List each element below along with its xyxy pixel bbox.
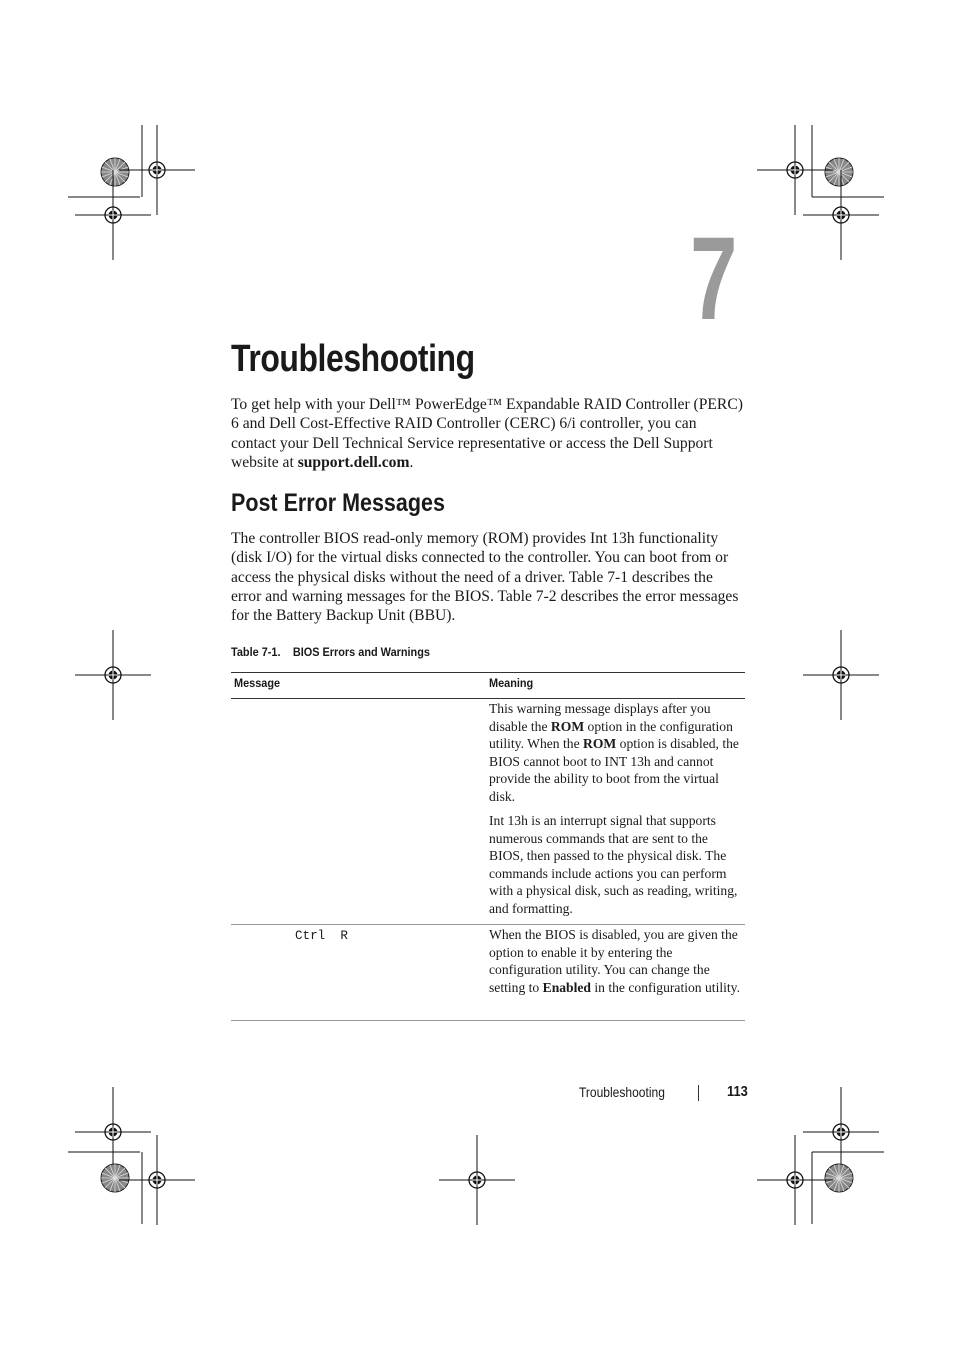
intro-text: To get help with your Dell™ PowerEdge™ Expandable RAID Controller (PERC) 6 and Dell Cost-Effective RAID Controller (CERC) 6/i controller, you can contact your Dell Technical Service representative or access the Dell Support website at <box>231 396 743 471</box>
intro-paragraph <box>231 395 745 472</box>
table-top-rule <box>231 672 745 673</box>
footer-section-label: Troubleshooting <box>579 1084 665 1100</box>
row2-message: Ctrl R <box>295 929 348 943</box>
column-header-message: Message <box>234 676 281 690</box>
support-link[interactable]: support.dell.com <box>297 453 410 471</box>
starburst-icon <box>825 158 853 186</box>
row1-meaning-p1 <box>489 700 743 806</box>
page-number: 113 <box>727 1083 748 1100</box>
table-header-rule <box>231 698 745 699</box>
text: in the configuration utility. <box>590 979 740 995</box>
chapter-number: 7 <box>690 213 738 345</box>
table-title: BIOS Errors and Warnings <box>292 645 430 659</box>
chapter-title: Troubleshooting <box>231 338 475 380</box>
starburst-icon <box>825 1164 853 1192</box>
rom-term: ROM <box>550 718 585 734</box>
enabled-term: Enabled <box>542 979 591 995</box>
row1-meaning-p2: Int 13h is an interrupt signal that supports numerous commands that are sent to the BIOS, then passed to the physical disk. The commands include actions you can perform with a physical disk, such as reading, writing, and formatting. <box>489 813 738 916</box>
table-bottom-rule <box>231 1020 745 1021</box>
text: option in the configuration utility. When the <box>489 718 733 752</box>
row-divider <box>231 924 745 925</box>
section-paragraph: The controller BIOS read-only memory (ROM) provides Int 13h functionality (disk I/O) for the virtual disks connected to the controller. You can boot from or access the physical disks without the need of a driver. Table 7-1 describes the error and warning messages for the BIOS. Table 7-2 describes the error messages for the Battery Backup Unit (BBU). <box>231 530 739 625</box>
starburst-icon <box>101 158 129 186</box>
rom-term: ROM <box>583 736 617 752</box>
text: When the BIOS is disabled, you are given the option to enable it by entering the configuration utility. You can change the setting to <box>489 927 738 995</box>
intro-text-end: . <box>409 453 414 471</box>
table-caption <box>231 645 430 659</box>
column-header-meaning: Meaning <box>489 676 534 690</box>
text: This warning message displays after you disable the <box>489 701 711 734</box>
row2-meaning <box>489 926 743 996</box>
table-label: Table 7-1. <box>231 645 281 659</box>
section-title: Post Error Messages <box>231 489 445 517</box>
text: option is disabled, the BIOS cannot boot to INT 13h and cannot provide the ability to boot from the virtual disk. <box>489 736 739 804</box>
footer-divider <box>698 1085 699 1101</box>
starburst-icon <box>101 1164 129 1192</box>
